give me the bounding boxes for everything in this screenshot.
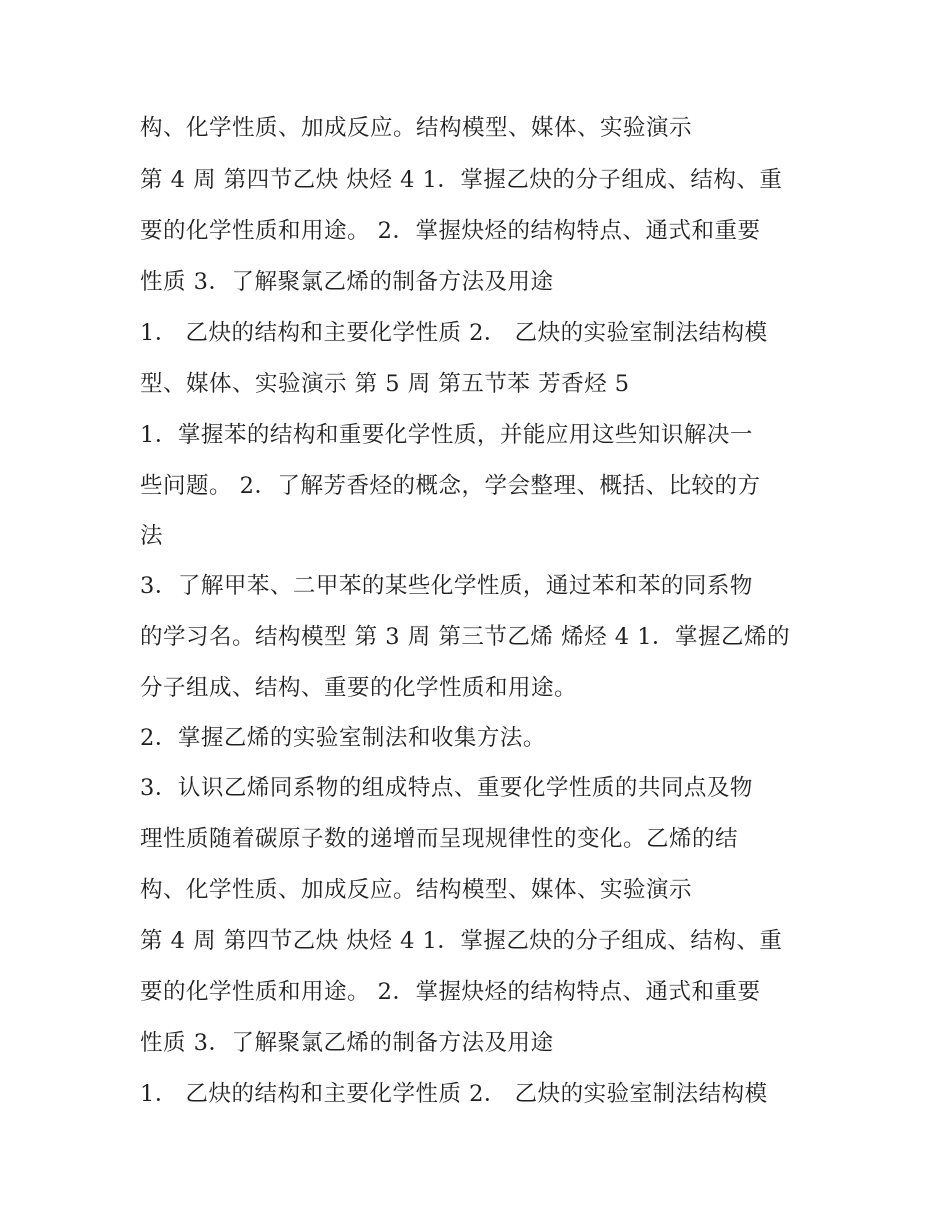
text-line-11: 的学习名。结构模型 第 3 周 第三节乙烯 烯烃 4 1．掌握乙烯的 <box>140 624 791 650</box>
text-line-8: 些问题。 2．了解芳香烃的概念，学会整理、概括、比较的方 <box>140 473 761 499</box>
text-line-1: 构、化学性质、加成反应。结构模型、媒体、实验演示 <box>140 115 693 141</box>
text-line-19: 性质 3．了解聚氯乙烯的制备方法及用途 <box>140 1030 554 1056</box>
text-line-10: 3．了解甲苯、二甲苯的某些化学性质，通过苯和苯的同系物 <box>140 573 753 599</box>
text-line-14: 3．认识乙烯同系物的组成特点、重要化学性质的共同点及物 <box>140 775 753 801</box>
text-line-17: 第 4 周 第四节乙炔 炔烃 4 1．掌握乙炔的分子组成、结构、重 <box>140 928 783 954</box>
text-line-9: 法 <box>140 523 164 549</box>
text-line-6: 型、媒体、实验演示 第 5 周 第五节苯 芳香烃 5 <box>140 371 630 397</box>
text-line-13: 2．掌握乙烯的实验室制法和收集方法。 <box>140 725 546 751</box>
text-line-12: 分子组成、结构、重要的化学性质和用途。 <box>140 675 578 701</box>
text-line-7: 1．掌握苯的结构和重要化学性质，并能应用这些知识解决一 <box>140 422 753 448</box>
text-line-5: 1． 乙炔的结构和主要化学性质 2． 乙炔的实验室制法结构模 <box>140 320 768 346</box>
text-line-15: 理性质随着碳原子数的递增而呈现规律性的变化。乙烯的结 <box>140 826 739 852</box>
text-line-4: 性质 3．了解聚氯乙烯的制备方法及用途 <box>140 269 554 295</box>
text-line-18: 要的化学性质和用途。 2．掌握炔烃的结构特点、通式和重要 <box>140 979 761 1005</box>
text-line-16: 构、化学性质、加成反应。结构模型、媒体、实验演示 <box>140 877 693 903</box>
text-line-20: 1． 乙炔的结构和主要化学性质 2． 乙炔的实验室制法结构模 <box>140 1081 768 1107</box>
text-line-2: 第 4 周 第四节乙炔 炔烃 4 1．掌握乙炔的分子组成、结构、重 <box>140 167 783 193</box>
text-line-3: 要的化学性质和用途。 2．掌握炔烃的结构特点、通式和重要 <box>140 218 761 244</box>
